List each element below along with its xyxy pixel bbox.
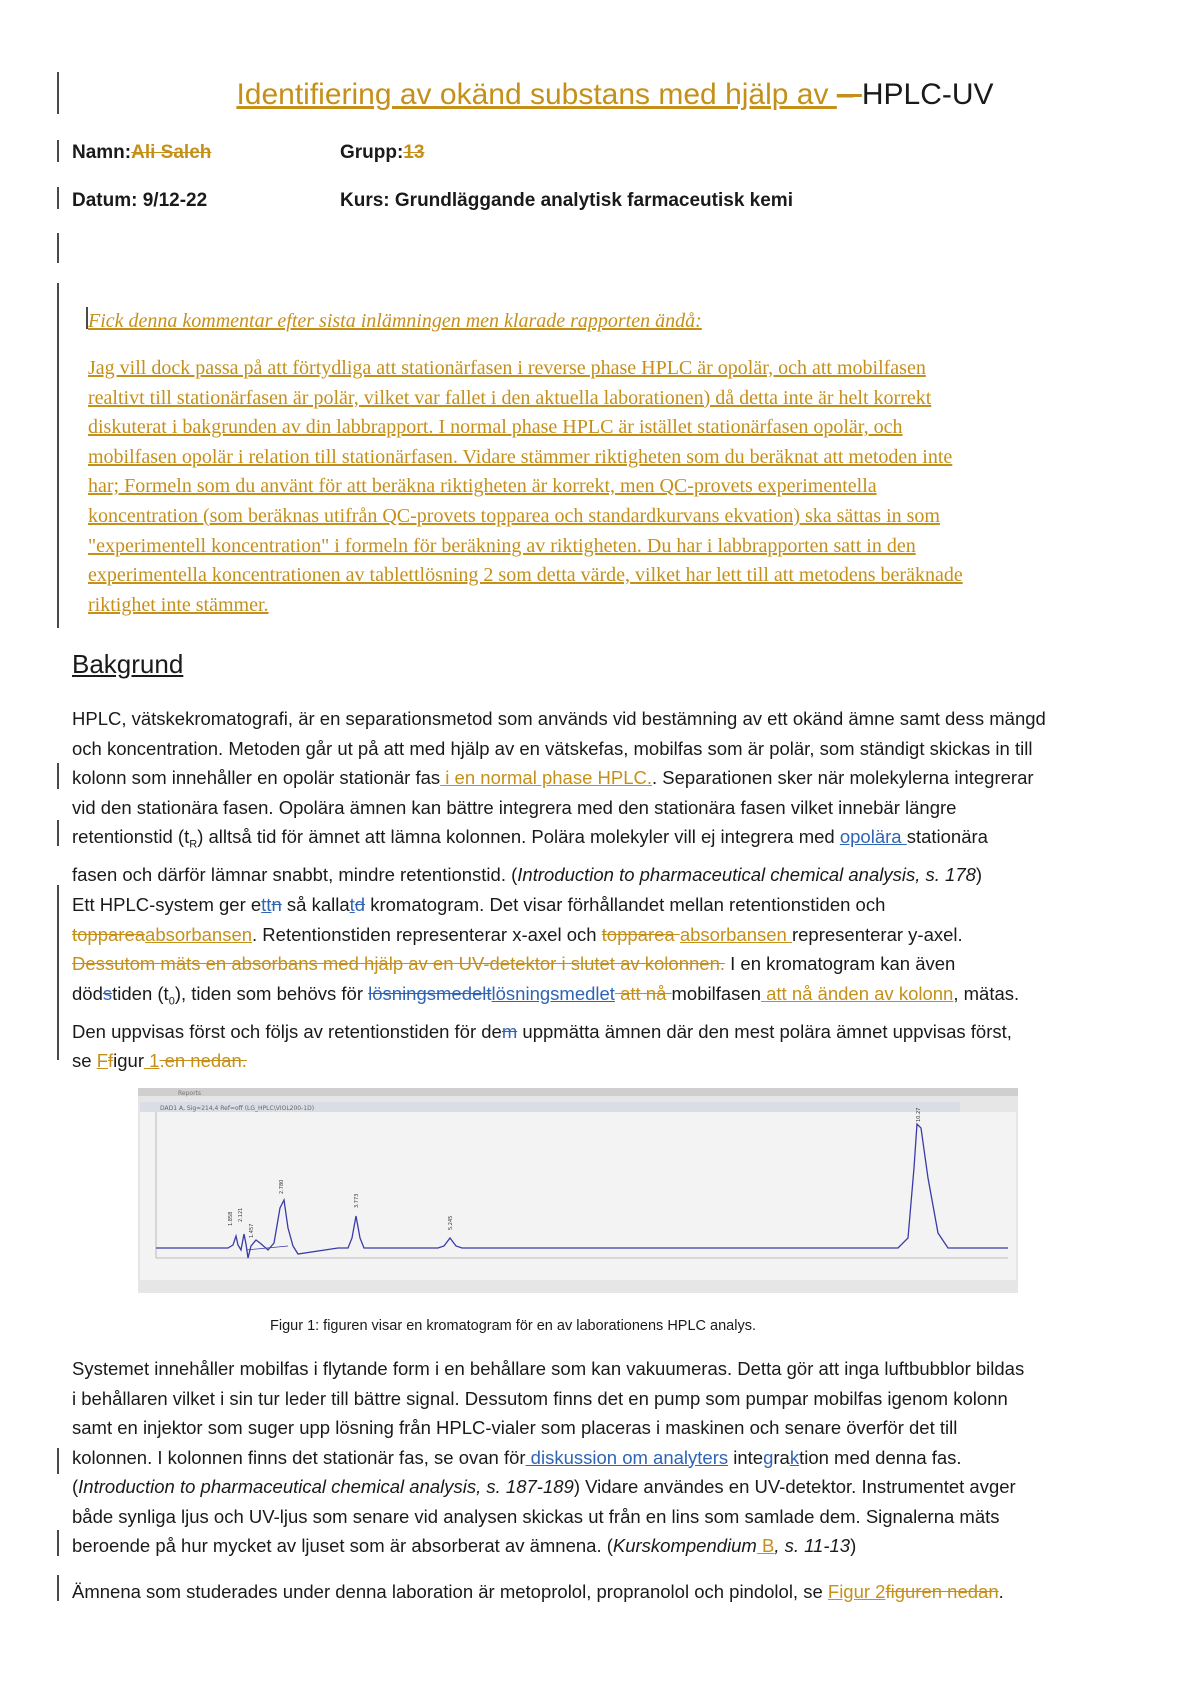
comment-line: Jag vill dock passa på att förtydliga att stationärfasen i reverse phase HPLC är opolär, och att mobilfasen	[88, 357, 926, 379]
title-deleted: –	[836, 78, 862, 111]
section-heading: Bakgrund	[72, 649, 184, 679]
feedback-comment	[88, 310, 702, 333]
change-bar	[57, 885, 59, 1060]
window-text: DAD1 A, Sig=214,4 Ref=off (LG_HPLC\VIOL200-1D)	[160, 1105, 315, 1112]
peak-label: 2.121	[238, 1207, 244, 1222]
change-bar	[57, 283, 59, 628]
paragraph-background-1: HPLC, vätskekromatografi, är en separationsmetod som används vid bestämning av ett okänd ämne samt dess mängd och koncentration. Metoden går ut på att med hjälp av en vätskefas, mobilfas som är polär, som ständigt skickas in till kolonn som innehåller en opolär stationär fas i en normal phase HPLC.. Separationen sker när molekylerna integrerar vid den stationära fasen. Opolära ämnen kan bättre integrera med den stationära fasen vilket innebär längre retentionstid $(t_R)$ alltså tid för ämnet att lämna kolonnen. Polära molekyler vill ej integrera med opolära stationära fasen och därför lämnar snabbt, mindre retentionstid. (Introduction to pharmaceutical chemical analysis, s. 178)	[72, 708, 1046, 886]
comment-line: experimentella koncentrationen av tablettlösning 2 som detta värde, vilket har lett till att metodens beräknade	[88, 564, 963, 587]
toolbar-text: Reports	[178, 1090, 202, 1097]
change-bar	[57, 233, 59, 263]
change-bar	[57, 763, 59, 789]
peak-label: 2.780	[279, 1179, 285, 1194]
change-bar	[57, 1575, 59, 1601]
date-line: Datum: 9/12-22	[72, 190, 208, 211]
change-bar	[57, 1530, 59, 1556]
comment-line: diskuterat i bakgrunden av din labbrapport. I normal phase HPLC är istället stationärfasen opolär, och	[88, 416, 903, 439]
peak-label: 1.457	[249, 1223, 255, 1238]
change-bar	[57, 187, 59, 209]
document-title	[150, 78, 1080, 112]
name-line: Namn:Ali Saleh	[72, 142, 212, 163]
citation: Kurskompendium	[612, 1535, 757, 1556]
chromatogram-image	[138, 1088, 1018, 1293]
feedback-body	[88, 354, 1178, 620]
comment-line: riktighet inte stämmer.	[88, 593, 269, 616]
comment-line: koncentration (som beräknas utifrån QC-provets topparea och standardkurvans ekvation) ska sättas in som	[88, 504, 940, 527]
title-rest: HPLC-UV	[861, 78, 994, 111]
change-bar	[57, 72, 59, 114]
course-line: Kurs: Grundläggande analytisk farmaceutisk kemi	[340, 190, 793, 211]
title-inserted: Identifiering av okänd substans med hjälp av	[236, 78, 837, 111]
group-line: Grupp:13	[340, 142, 425, 163]
citation: Introduction to pharmaceutical chemical analysis, s. 187-189	[78, 1476, 574, 1497]
comment-line: har; Formeln som du använt för att beräkna riktigheten är korrekt, men QC-provets experimentella	[88, 475, 877, 498]
comment-line: mobilfasen opolär i relation till stationärfasen. Vidare stämmer riktigheten som du beräknat att metoden inte	[88, 445, 953, 468]
peak-label: 10.27	[916, 1107, 922, 1122]
figure-caption: Figur 1: figuren visar en kromatogram för en av laborationens HPLC analys.	[270, 1318, 756, 1334]
change-bar	[57, 1448, 59, 1474]
chromatogram-figure	[138, 1088, 1018, 1293]
comment-line: realtivt till stationärfasen är polär, vilket var fallet i den aktuella laborationen) då detta inte är helt korrekt	[88, 386, 932, 409]
change-bar	[57, 140, 59, 162]
change-bar	[57, 820, 59, 846]
citation: Introduction to pharmaceutical chemical analysis, s. 178	[517, 864, 976, 886]
peak-label: 5.245	[448, 1215, 454, 1230]
comment-heading: Fick denna kommentar efter sista inlämningen men klarade rapporten ändå:	[88, 310, 702, 332]
paragraph-background-3: Systemet innehåller mobilfas i flytande form i en behållare som kan vakuumeras. Detta gör att inga luftbubblor bildas i behållaren vilket i sin tur leder till bättre signal. Dessutom finns det en pump som pumpar mobilfas igenom kolonn samt en injektor som suger upp lösning från HPLC-vialer som placeras i maskinen och senare överför det till kolonnen. I kolonnen finns det stationär fas, se ovan för diskussion om analyters integraktion med denna fas. (Introduction to pharmaceutical chemical analysis, s. 187-189) Vidare användes en UV-detektor. Instrumentet avger både synliga ljus och UV-ljus som senare vid analysen skickas ut från en lins som samlade dem. Signalerna mäts beroende på hur mycket av ljuset som är absorberat av ämnena. (Kurskompendium B, s. 11-13)	[72, 1358, 1025, 1556]
paragraph-background-4: Ämnena som studerades under denna laboration är metoprolol, propranolol och pindolol, se Figur 2figuren nedan.	[72, 1581, 1004, 1602]
paragraph-background-2: Ett HPLC-system ger ettn så kallatd kromatogram. Det visar förhållandet mellan retentionstiden och toppareaabsorbansen. Retentionstiden representerar x-axel och topparea absorbansen representerar y-axel. Dessutom mäts en absorbans med hjälp av en UV-detektor i slutet av kolonnen. I en kromatogram kan även dödstiden $(t_0)$, tiden som behövs för lösningsmedeltlösningsmedlet att nå mobilfasen att nå änden av kolonn, mätas. Den uppvisas först och följs av retentionstiden för dem uppmätta ämnen där den mest polära ämnet uppvisas först, se Ffigur 1.en nedan.	[72, 894, 1020, 1072]
group-value: 13	[403, 142, 425, 163]
comment-line: "experimentell koncentration" i formeln för beräkning av riktigheten. Du har i labbrapporten satt in den	[88, 534, 916, 557]
name-value: Ali Saleh	[131, 142, 212, 163]
figure-2-link[interactable]: Figur 2	[827, 1581, 886, 1602]
peak-label: 1.858	[228, 1211, 234, 1226]
peak-label: 3.773	[354, 1193, 360, 1208]
